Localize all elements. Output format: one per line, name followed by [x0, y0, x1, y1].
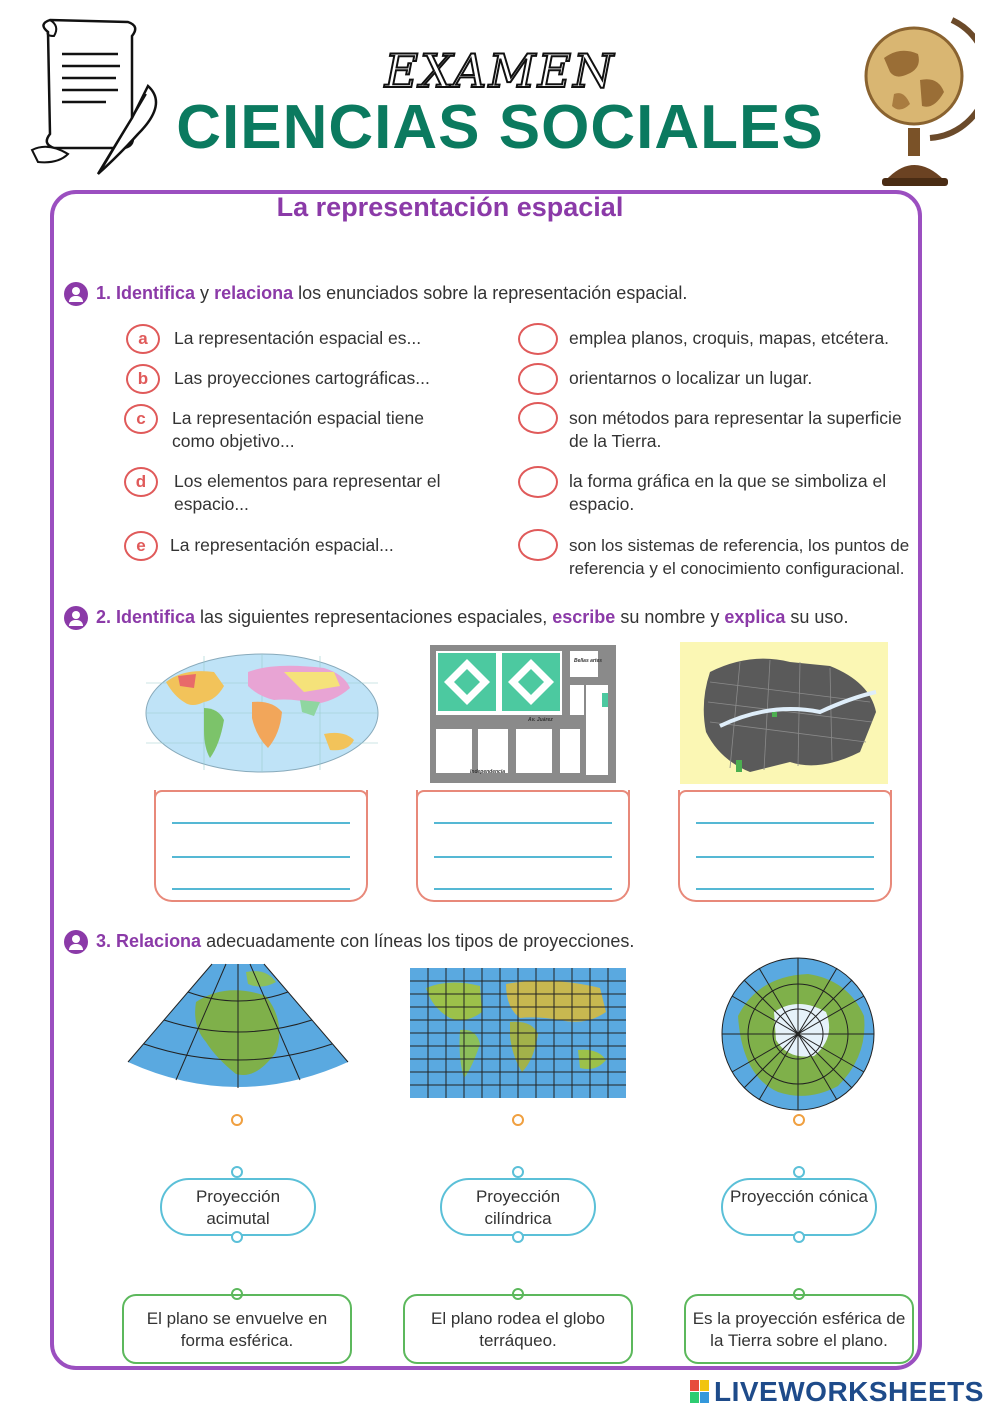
match-statement-1: emplea planos, croquis, mapas, etcétera. — [569, 328, 890, 348]
city-plan-image — [430, 645, 616, 783]
answer-box-3[interactable] — [678, 790, 892, 902]
brand-wordmark: LIVEWORKSHEETS — [714, 1376, 984, 1407]
match-statement-4: la forma gráfica en la que se simboliza el espacio. — [569, 471, 887, 514]
answer-box-2[interactable] — [416, 790, 630, 902]
statement-e: La representación espacial... — [170, 535, 394, 555]
statement-a: La representación espacial es... — [174, 328, 422, 348]
street-map-image — [680, 642, 888, 784]
statement-b: Las proyecciones cartográficas... — [174, 368, 430, 388]
answer-oval-1[interactable] — [518, 323, 558, 355]
liveworksheets-logo-icon — [690, 1380, 710, 1404]
question-1-prompt: 1. Identifica y relaciona los enunciados sobre la representación espacial. — [64, 282, 687, 306]
pill-acimutal: Proyección acimutal — [160, 1178, 316, 1236]
question-2-prompt: 2. Identifica las siguientes representaciones espaciales, escribe su nombre y explica su uso. — [64, 606, 848, 630]
match-statement-5: son los sistemas de referencia, los puntos de referencia y el conocimiento configuracional. — [569, 536, 910, 578]
pill-dot-top-3[interactable] — [793, 1166, 805, 1178]
pill-dot-top-2[interactable] — [512, 1166, 524, 1178]
plan-label-juarez: Av. Juárez — [528, 717, 553, 723]
question-3-prompt: 3. Relaciona adecuadamente con líneas los tipos de proyecciones. — [64, 930, 634, 954]
statement-c: La representación espacial tiene como objetivo... — [172, 408, 424, 451]
definition-box-3: Es la proyección esférica de la Tierra sobre el plano. — [684, 1294, 914, 1364]
cylindrical-projection-image — [410, 968, 626, 1098]
connector-dot-conic[interactable] — [231, 1114, 243, 1126]
globe-icon — [860, 10, 975, 190]
pill-conica: Proyección cónica — [721, 1178, 877, 1236]
sheet-title: La representación espacial — [276, 192, 624, 222]
definition-box-2: El plano rodea el globo terráqueo. — [403, 1294, 633, 1364]
subject-title: CIENCIAS SOCIALES — [176, 93, 824, 162]
world-map-image — [144, 652, 380, 774]
letter-a: a — [126, 324, 160, 354]
user-icon — [64, 282, 88, 306]
statement-d: Los elementos para representar el espacio... — [174, 471, 441, 514]
pill-dot-bottom-3[interactable] — [793, 1231, 805, 1243]
connector-dot-cylindrical[interactable] — [512, 1114, 524, 1126]
answer-oval-4[interactable] — [518, 466, 558, 498]
user-icon — [64, 930, 88, 954]
answer-oval-5[interactable] — [518, 529, 558, 561]
letter-e: e — [124, 531, 158, 561]
answer-oval-2[interactable] — [518, 363, 558, 395]
match-statement-3: son métodos para representar la superficie de la Tierra. — [569, 408, 902, 451]
plan-label-independencia: Independencia — [470, 769, 506, 775]
answer-oval-3[interactable] — [518, 402, 558, 434]
answer-box-1[interactable] — [154, 790, 368, 902]
connector-dot-azimuthal[interactable] — [793, 1114, 805, 1126]
pill-cilindrica: Proyección cilíndrica — [440, 1178, 596, 1236]
pill-dot-bottom-1[interactable] — [231, 1231, 243, 1243]
match-statement-2: orientarnos o localizar un lugar. — [569, 368, 813, 388]
definition-box-1: El plano se envuelve en forma esférica. — [122, 1294, 352, 1364]
plan-label-bellas: Bellas artes — [574, 658, 603, 664]
user-icon — [64, 606, 88, 630]
letter-c: c — [124, 404, 158, 434]
letter-b: b — [126, 364, 160, 394]
pill-dot-top-1[interactable] — [231, 1166, 243, 1178]
exam-title: EXAMEN — [384, 44, 616, 98]
conic-projection-image — [126, 962, 350, 1102]
letter-d: d — [124, 467, 158, 497]
pill-dot-bottom-2[interactable] — [512, 1231, 524, 1243]
azimuthal-projection-image — [718, 956, 878, 1112]
